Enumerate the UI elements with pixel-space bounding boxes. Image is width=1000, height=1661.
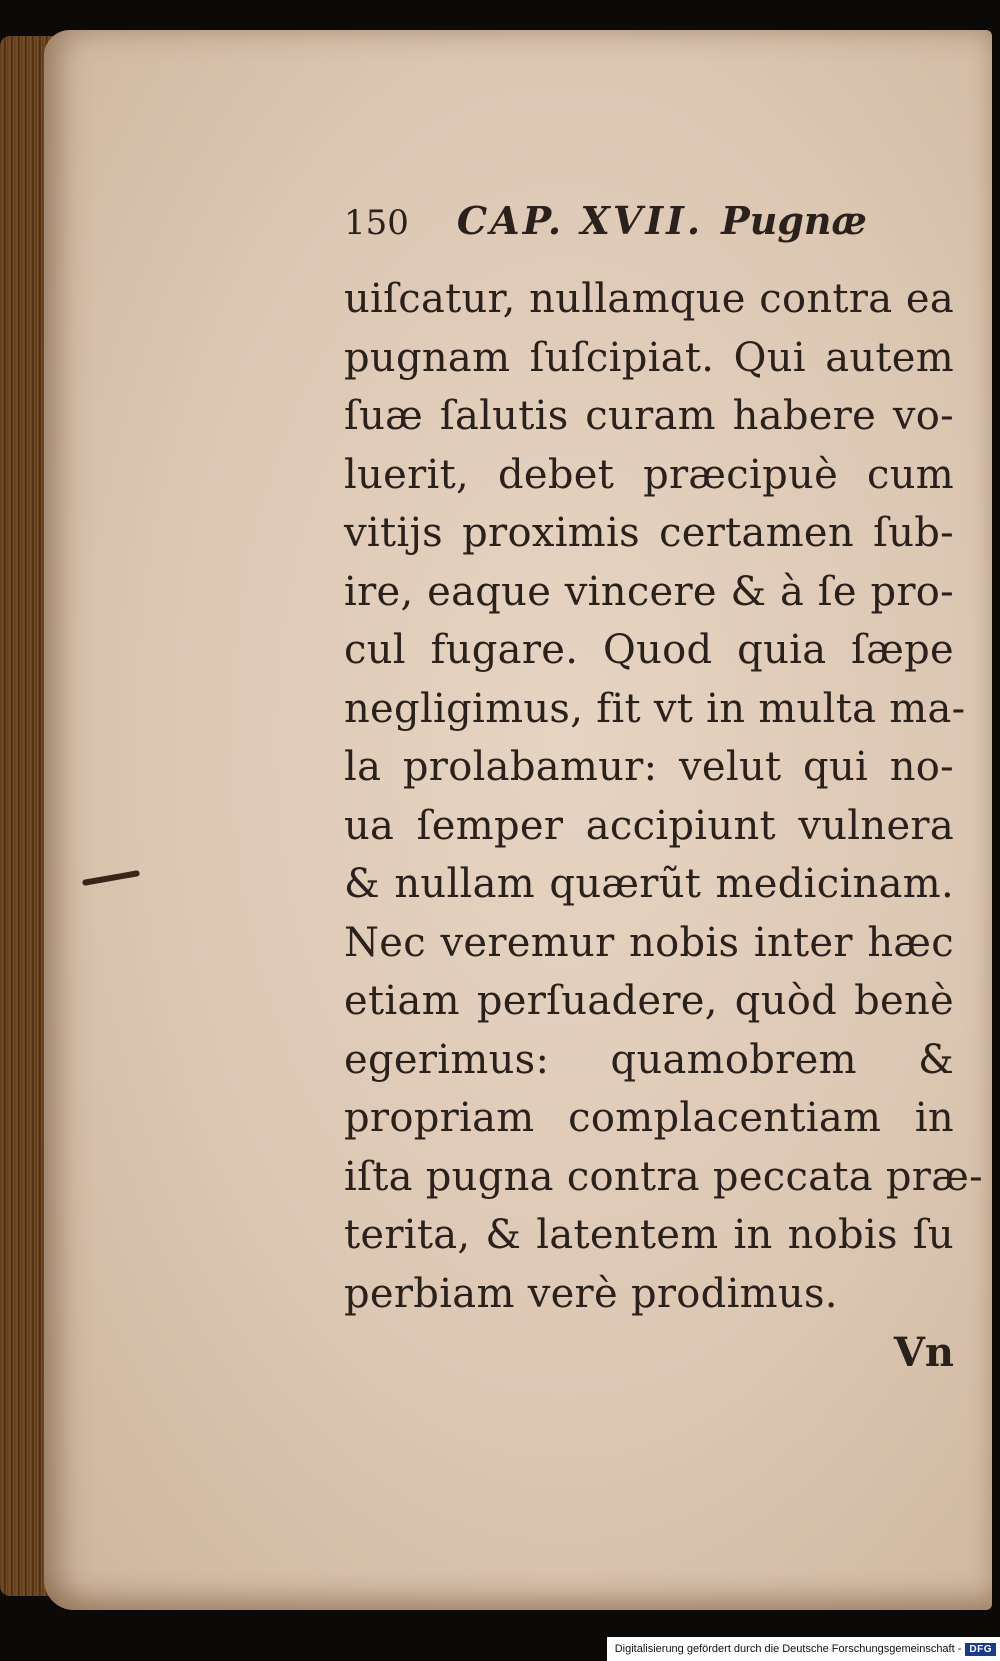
text-line: uiſcatur, nullamque contra ea — [344, 276, 954, 322]
catchword-row — [344, 1329, 954, 1389]
footer-text: Digitalisierung gefördert durch die Deutsche Forschungsgemeinschaft - — [614, 1643, 962, 1655]
text-line: ire, eaque vincere & à ſe pro- — [344, 568, 954, 615]
text-line: egerimus: quamobrem & — [344, 1036, 954, 1083]
body-text — [344, 270, 983, 1323]
dfg-logo: DFG — [965, 1643, 996, 1656]
text-line: terita, & latentem in nobis ſu — [344, 1212, 954, 1258]
text-line: iſta pugna contra peccata præ- — [344, 1153, 983, 1200]
text-line: vitijs proximis certamen ſub- — [344, 510, 954, 556]
text-line: & nullam quærũt medicinam. — [344, 861, 954, 907]
text-line: propriam complacentiam in — [344, 1095, 954, 1141]
running-word: Pugnæ — [721, 198, 867, 243]
page-leaf — [44, 30, 992, 1610]
text-line: ſuæ ſalutis curam habere vo- — [344, 393, 954, 439]
text-line: ua ſemper accipiunt vulnera — [344, 802, 954, 849]
text-line: perbiam verè prodimus. — [344, 1270, 838, 1317]
text-line: Nec veremur nobis inter hæc — [344, 919, 954, 966]
ink-mark — [82, 870, 140, 886]
text-line: cul fugare. Quod quia ſæpe — [344, 627, 954, 673]
text-line: luerit, debet præcipuè cum — [344, 451, 954, 498]
page-number: 150 — [344, 203, 409, 243]
text-block — [344, 198, 983, 1389]
digitization-footer — [607, 1637, 1000, 1661]
text-line: etiam perſuadere, quòd benè — [344, 978, 954, 1024]
catchword: Vn — [893, 1329, 954, 1376]
text-line: la prolabamur: velut qui no- — [344, 744, 954, 790]
text-line: negligimus, fit vt in multa ma- — [344, 685, 966, 732]
text-line: pugnam ſuſcipiat. Qui autem — [344, 334, 954, 381]
running-header — [344, 198, 954, 262]
chapter-title: CAP. XVII. — [456, 198, 704, 243]
